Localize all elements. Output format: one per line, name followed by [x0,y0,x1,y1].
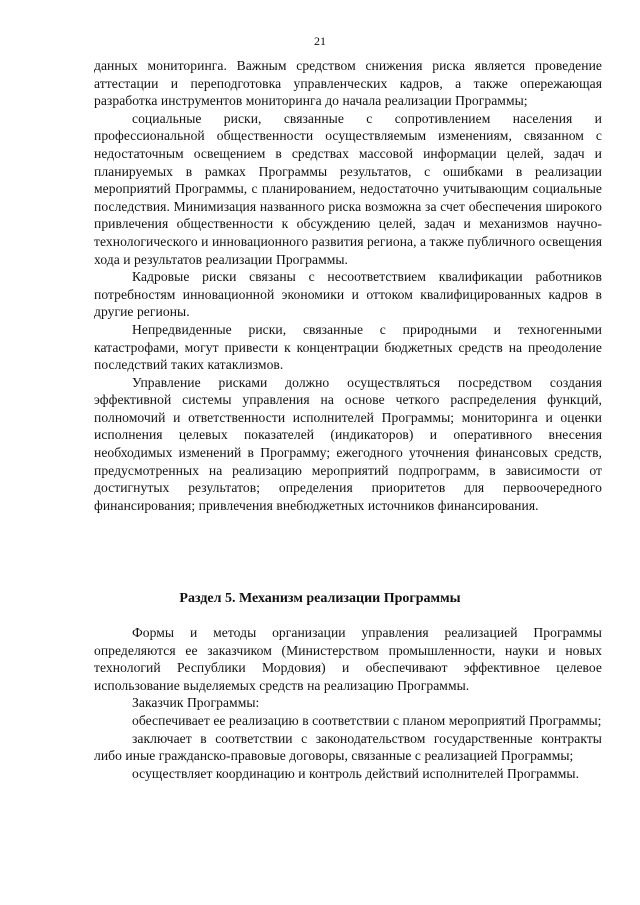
paragraph-risk-management: Управление рисками должно осуществляться посредством создания эффективной системы управления на основе четкого распределения функций, полномочий и ответственности исполнителей Программы; мониторинга и оценки исполнения целевых показателей (индикаторов) и оперативного внесения необходимых изменений в Программу; ежегодного уточнения финансовых средств, предусмотренных на реализацию мероприятий подпрограмм, в зависимости от достигнутых результатов; определения приоритетов для первоочередного финансирования; привлечения внебюджетных источников финансирования. [94,374,602,513]
paragraph-personnel-risks: Кадровые риски связаны с несоответствием квалификации работников потребностям инновационной экономики и оттоком квалифицированных кадров в другие регионы. [94,269,602,320]
section-heading: Раздел 5. Механизм реализации Программы [179,591,461,606]
paragraph-management-forms: Формы и методы организации управления реализацией Программы определяются ее заказчиком (Министерством промышленности, науки и новых технологий Республики Мордовия) и обеспечивают эффективное целевое использование выделяемых средств на реализацию Программы. [94,625,602,693]
paragraph-social-risks: социальные риски, связанные с сопротивлением населения и профессиональной общественности осуществляемым изменениям, связанном с недостаточным освещением в средствах массовой информации целей, задач и планируемых в рамках Программы результатов, с ошибками в реализации мероприятий Программы, с планированием, недостаточно учитывающим социальные последствия. Минимизация названного риска возможна за счет обеспечения широкого привлечения общественности к обсуждению целей, задач и механизмов научно-технологического и инновационного развития региона, а также публичного освещения хода и результатов реализации Программы. [94,110,602,267]
mechanism-text-block [94,624,602,782]
paragraph-concludes-contracts: заключает в соответствии с законодательством государственные контракты либо иные гражданско-правовые договоры, связанные с реализацией Программы; [94,730,602,764]
paragraph-coordination-control: осуществляет координацию и контроль действий исполнителей Программы. [132,765,580,781]
page-number: 21 [314,34,326,48]
paragraph-ensures-implementation: обеспечивает ее реализацию в соответствии с планом мероприятий Программы; [132,712,602,728]
paragraph-customer-intro: Заказчик Программы: [132,695,260,711]
risks-text-block [94,57,602,514]
paragraph-unforeseen-risks: Непредвиденные риски, связанные с природными и техногенными катастрофами, могут привести к концентрации бюджетных средств на преодоление последствий таких катаклизмов. [94,321,602,373]
paragraph-monitoring-continuation: данных мониторинга. Важным средством снижения риска является проведение аттестации и переподготовка управленческих кадров, а также опережающая разработка инструментов мониторинга до начала реализации Программы; [94,58,602,109]
